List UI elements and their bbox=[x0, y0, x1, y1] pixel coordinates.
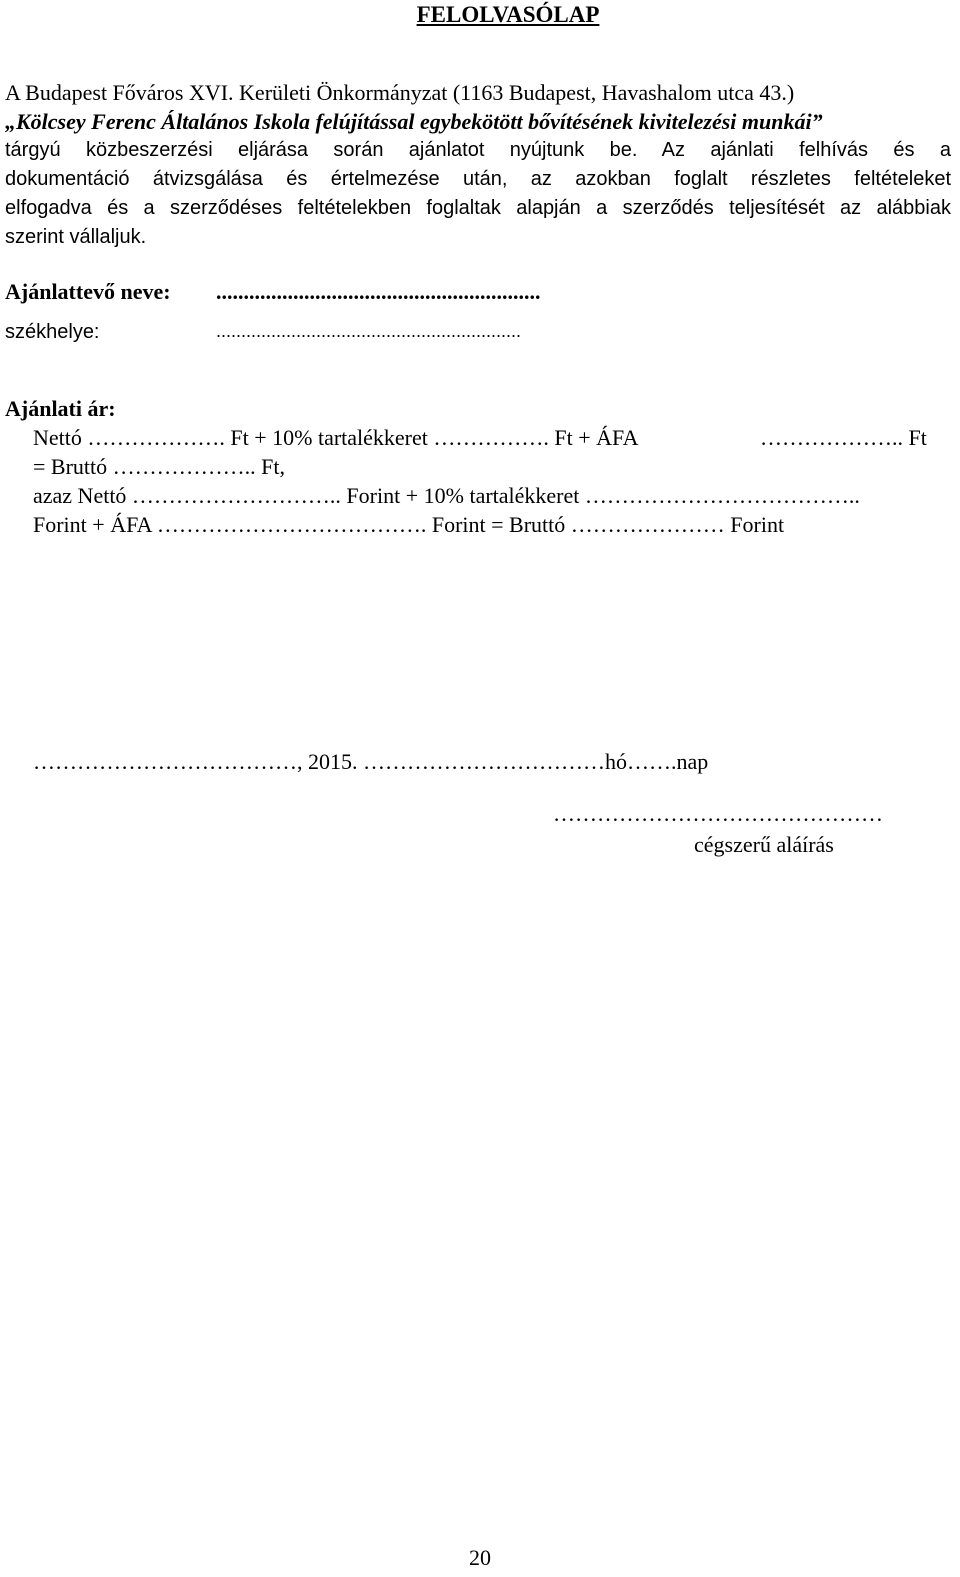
bidder-seat-label: székhelye: bbox=[5, 321, 100, 343]
price-line-2: = Bruttó ……………….. Ft, bbox=[33, 454, 285, 479]
price-label: Ajánlati ár: bbox=[5, 396, 116, 421]
intro-line-1: A Budapest Főváros XVI. Kerületi Önkormányzat (1163 Budapest, Havashalom utca 43.) bbox=[5, 80, 795, 105]
signature-label: cégszerű aláírás bbox=[694, 832, 834, 857]
document-title: FELOLVASÓLAP bbox=[416, 2, 600, 27]
bidder-seat-field: ............................................................. bbox=[216, 321, 522, 341]
project-title: „Kölcsey Ferenc Általános Iskola felújítással egybekötött bővítésének kivitelezési munkái” bbox=[5, 109, 823, 134]
page-number: 20 bbox=[469, 1545, 491, 1570]
price-line-1: Nettó ………………. Ft + 10% tartalékkeret ……………. Ft + ÁFA bbox=[33, 425, 639, 450]
place-date-line: ………………………………, 2015. ……………………………hó…….nap bbox=[33, 749, 709, 774]
price-line-4: Forint + ÁFA ………………………………. Forint = Bruttó ………………… Forint bbox=[33, 512, 785, 537]
bidder-name-label: Ajánlattevő neve: bbox=[5, 279, 171, 304]
bidder-name-field: ........................................................... bbox=[216, 279, 541, 304]
intro-line-6: szerint vállaljuk. bbox=[5, 226, 147, 248]
intro-line-4: dokumentáció átvizsgálása és értelmezése után, az azokban foglalt részletes feltételeket bbox=[5, 168, 951, 190]
price-line-3: azaz Nettó ……………………….. Forint + 10% tartalékkeret ……………………………….. bbox=[33, 483, 860, 508]
price-line-1-end: ……………….. Ft bbox=[760, 425, 927, 450]
intro-line-5: elfogadva és a szerződéses feltételekben foglaltak alapján a szerződés teljesítését az alábbiak bbox=[5, 197, 951, 219]
intro-line-3: tárgyú közbeszerzési eljárása során ajánlatot nyújtunk be. Az ajánlati felhívás és a bbox=[5, 139, 951, 161]
signature-line: ……………………………………… bbox=[553, 801, 883, 826]
